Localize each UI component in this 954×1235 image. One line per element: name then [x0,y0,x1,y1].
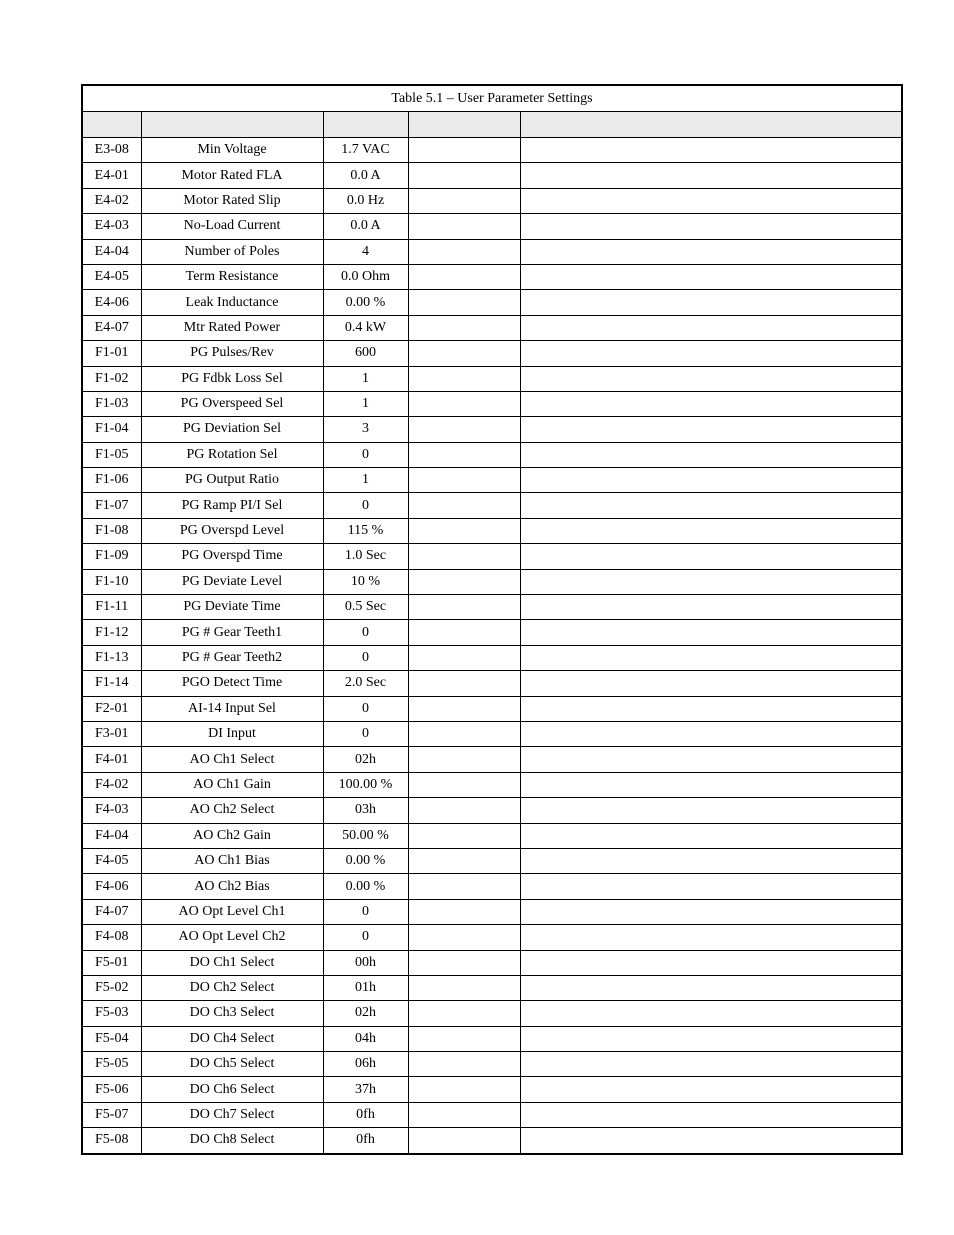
default-value-cell: 0 [323,442,408,467]
user-setting-cell [408,721,520,746]
parameter-code-cell: E4-06 [82,290,141,315]
parameter-name-cell: Motor Rated FLA [141,163,323,188]
parameter-name-cell: Number of Poles [141,239,323,264]
notes-cell [520,569,902,594]
notes-cell [520,848,902,873]
table-row [82,366,902,391]
default-value-cell: 0 [323,925,408,950]
table-row [82,315,902,340]
table-row [82,569,902,594]
notes-cell [520,1102,902,1127]
parameter-code-cell: F5-04 [82,1026,141,1051]
parameter-code-cell: F4-03 [82,798,141,823]
default-value-cell: 0 [323,645,408,670]
parameter-code-cell: F5-03 [82,1001,141,1026]
parameter-name-cell: Term Resistance [141,264,323,289]
default-value-cell: 0.00 % [323,290,408,315]
user-setting-cell [408,925,520,950]
parameter-name-cell: DO Ch6 Select [141,1077,323,1102]
parameter-name-cell: PG Fdbk Loss Sel [141,366,323,391]
parameter-code-cell: F1-06 [82,468,141,493]
default-value-cell: 0 [323,696,408,721]
table-row [82,747,902,772]
parameter-name-cell: PG # Gear Teeth2 [141,645,323,670]
notes-cell [520,595,902,620]
parameter-name-cell: PGO Detect Time [141,671,323,696]
table-row [82,341,902,366]
user-setting-cell [408,138,520,163]
default-value-cell: 2.0 Sec [323,671,408,696]
notes-cell [520,544,902,569]
parameter-name-cell: PG Ramp PI/I Sel [141,493,323,518]
parameter-code-cell: F4-04 [82,823,141,848]
table-row [82,138,902,163]
table-row [82,925,902,950]
parameter-name-cell: PG Overspd Level [141,518,323,543]
user-setting-cell [408,975,520,1000]
table-header-row [82,112,902,138]
parameter-name-cell: DO Ch3 Select [141,1001,323,1026]
user-setting-cell [408,518,520,543]
parameter-name-cell: DO Ch1 Select [141,950,323,975]
default-value-cell: 0.00 % [323,874,408,899]
parameter-name-cell: DO Ch8 Select [141,1128,323,1154]
parameter-name-cell: DI Input [141,721,323,746]
column-header-2 [141,112,323,138]
table-title-row [82,85,902,112]
parameter-name-cell: PG Deviate Level [141,569,323,594]
default-value-cell: 0fh [323,1102,408,1127]
parameter-code-cell: F1-02 [82,366,141,391]
parameter-name-cell: PG Pulses/Rev [141,341,323,366]
notes-cell [520,493,902,518]
notes-cell [520,1128,902,1154]
parameter-code-cell: F1-03 [82,391,141,416]
table-row [82,1026,902,1051]
default-value-cell: 0 [323,899,408,924]
parameter-code-cell: F5-08 [82,1128,141,1154]
parameter-code-cell: E4-05 [82,264,141,289]
parameter-name-cell: Motor Rated Slip [141,188,323,213]
user-setting-cell [408,569,520,594]
parameter-code-cell: F1-08 [82,518,141,543]
table-row [82,645,902,670]
default-value-cell: 1 [323,468,408,493]
notes-cell [520,315,902,340]
parameter-name-cell: PG # Gear Teeth1 [141,620,323,645]
notes-cell [520,1026,902,1051]
parameter-name-cell: AO Ch2 Select [141,798,323,823]
default-value-cell: 0.0 Hz [323,188,408,213]
default-value-cell: 02h [323,1001,408,1026]
table-row [82,1052,902,1077]
parameter-code-cell: F5-02 [82,975,141,1000]
parameter-name-cell: PG Overspd Time [141,544,323,569]
user-setting-cell [408,950,520,975]
default-value-cell: 0 [323,721,408,746]
default-value-cell: 4 [323,239,408,264]
parameter-code-cell: E4-01 [82,163,141,188]
table-row [82,493,902,518]
parameter-code-cell: F1-04 [82,417,141,442]
parameter-name-cell: Leak Inductance [141,290,323,315]
notes-cell [520,620,902,645]
parameter-code-cell: F4-08 [82,925,141,950]
default-value-cell: 3 [323,417,408,442]
notes-cell [520,341,902,366]
user-setting-cell [408,798,520,823]
user-setting-cell [408,645,520,670]
column-header-1 [82,112,141,138]
parameter-code-cell: F5-07 [82,1102,141,1127]
notes-cell [520,696,902,721]
table-row [82,442,902,467]
parameter-code-cell: E4-02 [82,188,141,213]
default-value-cell: 1.0 Sec [323,544,408,569]
notes-cell [520,442,902,467]
notes-cell [520,874,902,899]
table-row [82,188,902,213]
notes-cell [520,468,902,493]
table-row [82,1001,902,1026]
user-setting-cell [408,493,520,518]
notes-cell [520,417,902,442]
user-setting-cell [408,1001,520,1026]
default-value-cell: 01h [323,975,408,1000]
table-row [82,671,902,696]
default-value-cell: 00h [323,950,408,975]
user-setting-cell [408,188,520,213]
user-setting-cell [408,315,520,340]
parameter-code-cell: F1-14 [82,671,141,696]
default-value-cell: 02h [323,747,408,772]
parameter-code-cell: F1-11 [82,595,141,620]
table-row [82,1128,902,1154]
table-row [82,1077,902,1102]
parameter-code-cell: F1-10 [82,569,141,594]
default-value-cell: 1 [323,366,408,391]
parameter-name-cell: AO Ch1 Select [141,747,323,772]
table-row [82,721,902,746]
user-setting-cell [408,468,520,493]
parameter-code-cell: F4-01 [82,747,141,772]
parameter-code-cell: E4-07 [82,315,141,340]
table-row [82,417,902,442]
parameter-code-cell: F1-07 [82,493,141,518]
parameter-code-cell: E4-03 [82,214,141,239]
parameter-name-cell: AO Opt Level Ch2 [141,925,323,950]
parameter-name-cell: AO Opt Level Ch1 [141,899,323,924]
user-setting-cell [408,341,520,366]
table-row [82,899,902,924]
column-header-3 [323,112,408,138]
table-row [82,798,902,823]
notes-cell [520,747,902,772]
parameter-name-cell: AO Ch2 Gain [141,823,323,848]
user-setting-cell [408,1102,520,1127]
default-value-cell: 0.0 Ohm [323,264,408,289]
table-row [82,391,902,416]
table-row [82,950,902,975]
default-value-cell: 50.00 % [323,823,408,848]
parameter-code-cell: F1-01 [82,341,141,366]
default-value-cell: 10 % [323,569,408,594]
parameter-name-cell: AO Ch1 Bias [141,848,323,873]
notes-cell [520,264,902,289]
default-value-cell: 0.00 % [323,848,408,873]
table-row [82,620,902,645]
parameter-code-cell: F3-01 [82,721,141,746]
parameter-name-cell: AI-14 Input Sel [141,696,323,721]
default-value-cell: 600 [323,341,408,366]
notes-cell [520,671,902,696]
user-setting-cell [408,772,520,797]
default-value-cell: 1.7 VAC [323,138,408,163]
default-value-cell: 37h [323,1077,408,1102]
parameter-code-cell: F5-05 [82,1052,141,1077]
user-setting-cell [408,290,520,315]
notes-cell [520,366,902,391]
table-row [82,823,902,848]
notes-cell [520,899,902,924]
table-row [82,264,902,289]
user-setting-cell [408,620,520,645]
user-setting-cell [408,1077,520,1102]
parameter-name-cell: Min Voltage [141,138,323,163]
parameter-name-cell: PG Overspeed Sel [141,391,323,416]
parameter-code-cell: F2-01 [82,696,141,721]
parameter-code-cell: F4-05 [82,848,141,873]
column-header-5 [520,112,902,138]
table-row [82,696,902,721]
parameter-code-cell: F4-02 [82,772,141,797]
table-row [82,975,902,1000]
user-parameter-settings-table [81,84,903,1155]
notes-cell [520,823,902,848]
user-setting-cell [408,874,520,899]
notes-cell [520,138,902,163]
notes-cell [520,518,902,543]
default-value-cell: 0.4 kW [323,315,408,340]
notes-cell [520,1001,902,1026]
parameter-name-cell: PG Deviation Sel [141,417,323,442]
notes-cell [520,239,902,264]
notes-cell [520,772,902,797]
default-value-cell: 0.0 A [323,214,408,239]
column-header-4 [408,112,520,138]
table-row [82,214,902,239]
default-value-cell: 0.0 A [323,163,408,188]
user-setting-cell [408,1128,520,1154]
parameter-name-cell: Mtr Rated Power [141,315,323,340]
user-setting-cell [408,899,520,924]
user-setting-cell [408,442,520,467]
default-value-cell: 0.5 Sec [323,595,408,620]
user-setting-cell [408,671,520,696]
user-setting-cell [408,848,520,873]
table-row [82,1102,902,1127]
parameter-name-cell: AO Ch2 Bias [141,874,323,899]
user-setting-cell [408,595,520,620]
parameter-code-cell: F5-06 [82,1077,141,1102]
parameter-name-cell: DO Ch2 Select [141,975,323,1000]
table-body [82,85,902,1154]
notes-cell [520,925,902,950]
user-setting-cell [408,264,520,289]
notes-cell [520,721,902,746]
table-title: Table 5.1 – User Parameter Settings [82,85,902,112]
user-setting-cell [408,747,520,772]
default-value-cell: 0 [323,493,408,518]
parameter-name-cell: No-Load Current [141,214,323,239]
parameter-code-cell: F5-01 [82,950,141,975]
table-row [82,772,902,797]
notes-cell [520,975,902,1000]
parameter-name-cell: DO Ch5 Select [141,1052,323,1077]
user-setting-cell [408,544,520,569]
notes-cell [520,214,902,239]
table-row [82,468,902,493]
default-value-cell: 04h [323,1026,408,1051]
notes-cell [520,391,902,416]
user-setting-cell [408,214,520,239]
user-setting-cell [408,366,520,391]
notes-cell [520,163,902,188]
user-setting-cell [408,417,520,442]
notes-cell [520,188,902,213]
table-row [82,239,902,264]
parameter-code-cell: F1-09 [82,544,141,569]
parameter-code-cell: F4-07 [82,899,141,924]
user-setting-cell [408,1052,520,1077]
parameter-name-cell: PG Rotation Sel [141,442,323,467]
default-value-cell: 1 [323,391,408,416]
notes-cell [520,798,902,823]
parameter-name-cell: DO Ch7 Select [141,1102,323,1127]
parameter-name-cell: AO Ch1 Gain [141,772,323,797]
parameter-name-cell: PG Deviate Time [141,595,323,620]
table-row [82,290,902,315]
notes-cell [520,1052,902,1077]
table-row [82,595,902,620]
default-value-cell: 03h [323,798,408,823]
table-row [82,163,902,188]
parameter-code-cell: F1-13 [82,645,141,670]
notes-cell [520,950,902,975]
notes-cell [520,1077,902,1102]
default-value-cell: 0 [323,620,408,645]
table-row [82,848,902,873]
table-row [82,544,902,569]
user-setting-cell [408,1026,520,1051]
default-value-cell: 100.00 % [323,772,408,797]
default-value-cell: 115 % [323,518,408,543]
parameter-name-cell: DO Ch4 Select [141,1026,323,1051]
default-value-cell: 0fh [323,1128,408,1154]
user-setting-cell [408,391,520,416]
user-setting-cell [408,239,520,264]
parameter-code-cell: E4-04 [82,239,141,264]
default-value-cell: 06h [323,1052,408,1077]
user-setting-cell [408,823,520,848]
notes-cell [520,645,902,670]
parameter-code-cell: F1-05 [82,442,141,467]
table-row [82,874,902,899]
user-setting-cell [408,696,520,721]
user-setting-cell [408,163,520,188]
parameter-name-cell: PG Output Ratio [141,468,323,493]
parameter-code-cell: F4-06 [82,874,141,899]
table-row [82,518,902,543]
parameter-code-cell: E3-08 [82,138,141,163]
notes-cell [520,290,902,315]
parameter-code-cell: F1-12 [82,620,141,645]
